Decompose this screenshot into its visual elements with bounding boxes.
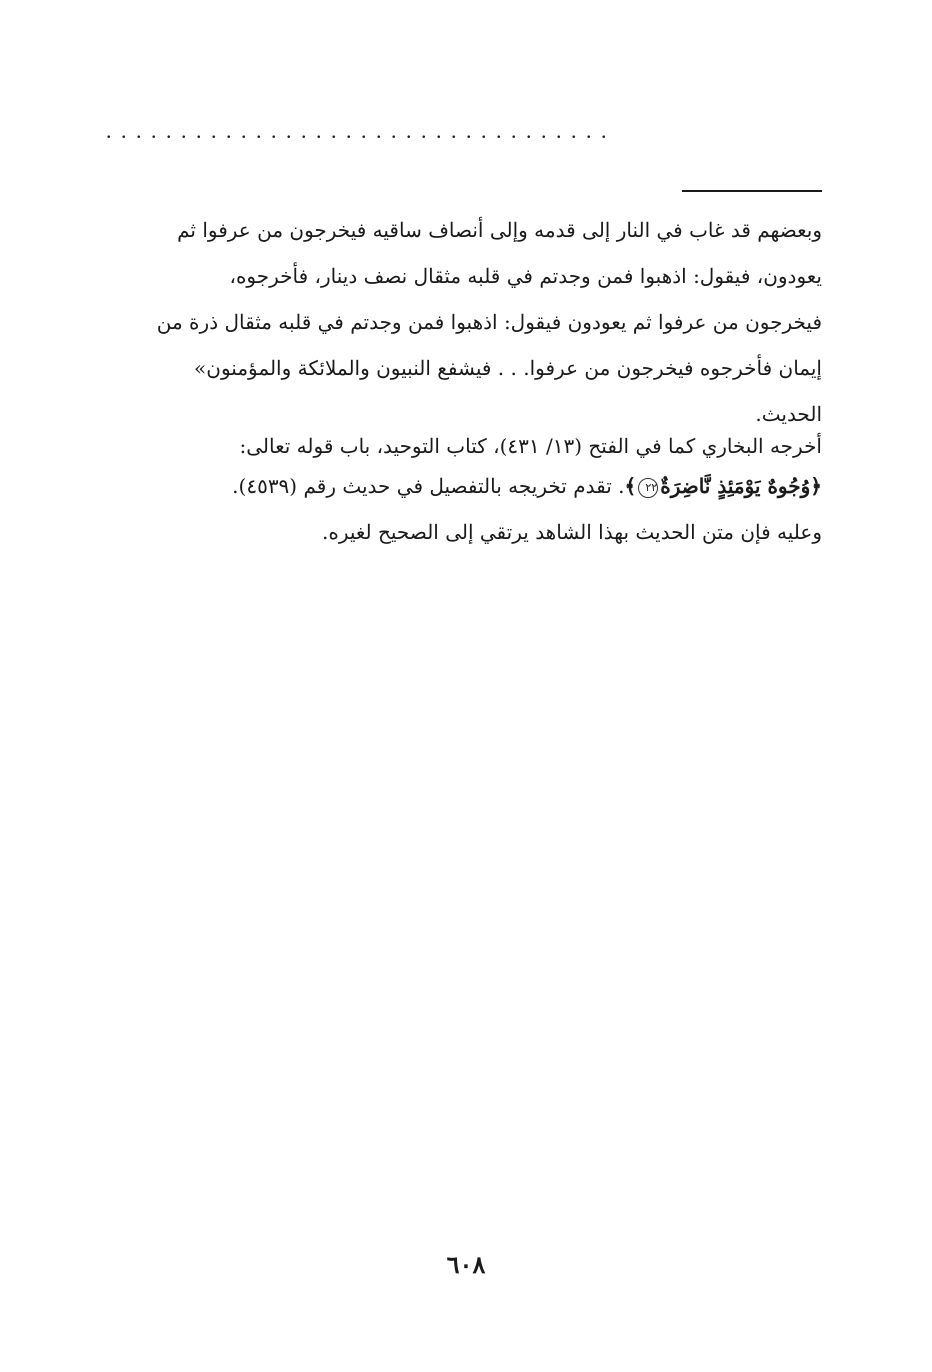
footnote-hadith-text (106, 207, 822, 437)
footnote-rule (682, 190, 822, 192)
takhrij-line: أخرجه البخاري كما في الفتح (١٣/ ٤٣١)، كتاب التوحيد، باب قوله تعالى: (239, 434, 822, 458)
footnote-line-2: يعودون، فيقول: اذهبوا فمن وجدتم في قلبه مثقال نصف دينار، فأخرجوه، (229, 264, 822, 288)
quran-verse: وُجُوهٌ يَوْمَئِذٍ نَّاضِرَةٌ (660, 474, 811, 498)
footnote-takhrij (106, 426, 822, 506)
quran-close-bracket: ﴾ (624, 474, 637, 498)
footnote-conclusion: وعليه فإن متن الحديث بهذا الشاهد يرتقي إلى الصحيح لغيره. (321, 520, 822, 544)
footnote-line-1: وبعضهم قد غاب في النار إلى قدمه وإلى أنصاف ساقيه فيخرجون من عرفوا ثم (177, 218, 822, 242)
quran-open-bracket: ﴿ (810, 474, 822, 498)
footnote-line-3: فيخرجون من عرفوا ثم يعودون فيقول: اذهبوا فمن وجدتم في قلبه مثقال ذرة من (156, 310, 822, 334)
footnote-line-4: إيمان فأخرجوه فيخرجون من عرفوا. . . فيشفع النبيون والملائكة والمؤمنون» (194, 356, 822, 380)
footnote-line-5: الحديث. (755, 402, 822, 426)
ayah-number-marker: ٢٢ (638, 478, 658, 498)
section-separator-dots: .................................. (106, 120, 616, 142)
takhrij-tail: . تقدم تخريجه بالتفصيل في حديث رقم (٤٥٣٩). (232, 474, 625, 498)
takhrij-quran-line (106, 466, 822, 506)
page-number: ٦٠٨ (446, 1250, 486, 1279)
